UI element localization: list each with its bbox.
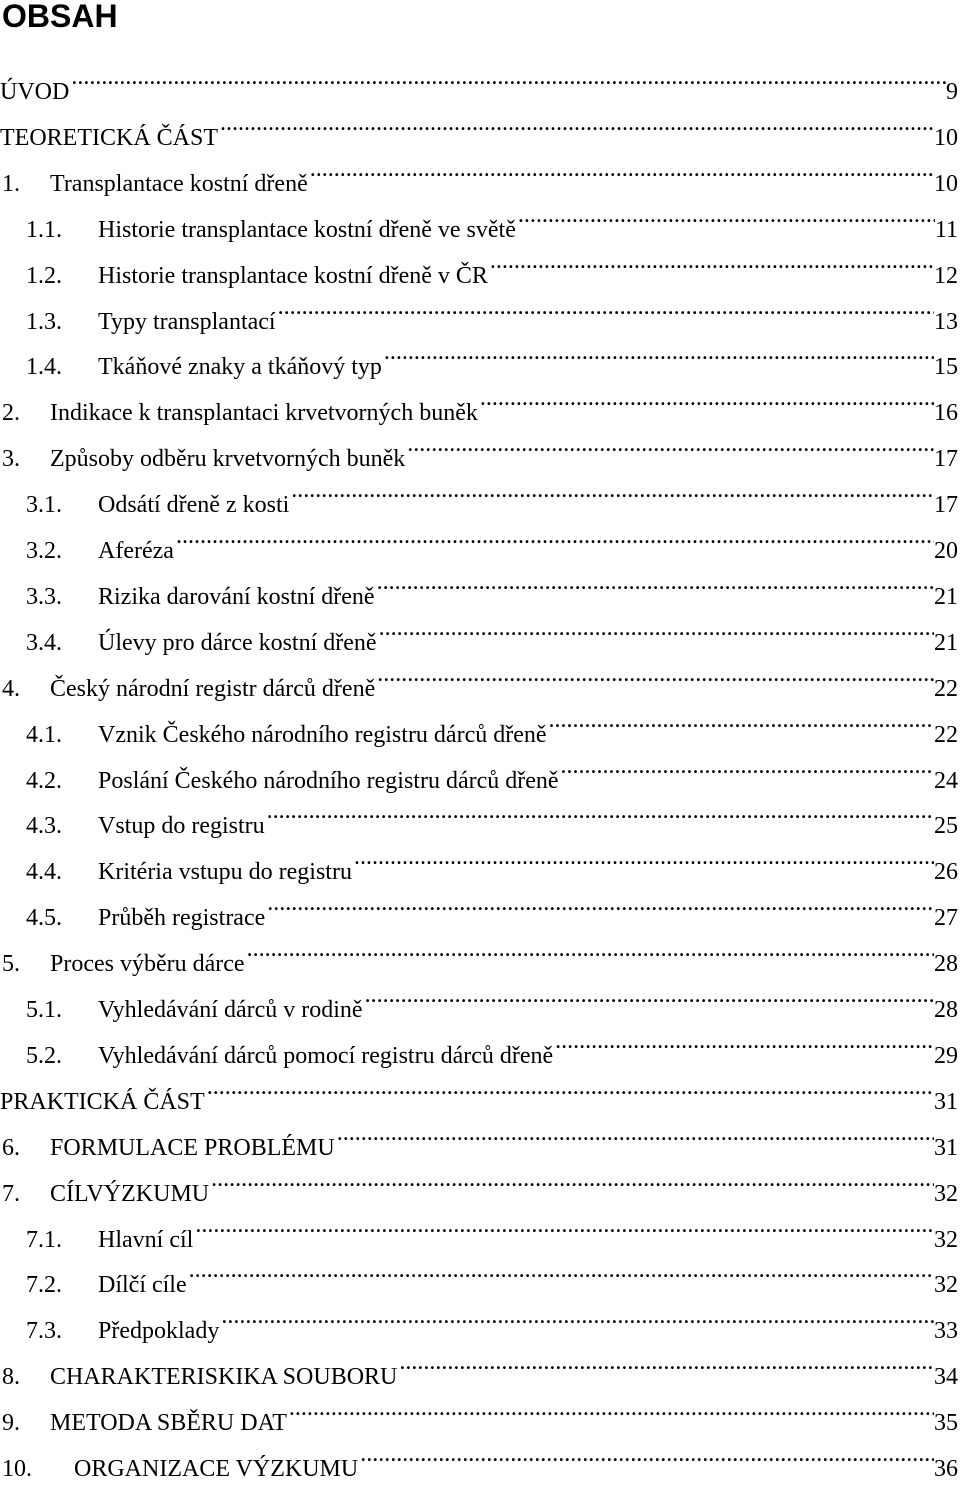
toc-entry-page: 29 xyxy=(934,1042,958,1069)
dot-leader xyxy=(382,330,934,374)
toc-entry-page: 11 xyxy=(934,216,958,243)
toc-entry-number: 4.4. xyxy=(26,859,62,886)
toc-entry-page: 34 xyxy=(934,1364,958,1391)
toc-entry-title: Typy transplantací xyxy=(98,308,276,335)
toc-entry-title: Kritéria vstupu do registru xyxy=(98,859,352,886)
dot-leader xyxy=(69,55,946,99)
toc-entry[interactable] xyxy=(0,1065,960,1115)
toc-entry[interactable] xyxy=(0,239,960,289)
dot-leader xyxy=(478,376,934,420)
toc-entry-title: Dílčí cíle xyxy=(98,1272,187,1299)
toc-entry[interactable] xyxy=(0,1111,960,1161)
toc-entry-number: 5.2. xyxy=(26,1042,62,1069)
toc-entry-number: 1. xyxy=(2,170,20,197)
toc-entry[interactable] xyxy=(0,881,960,932)
toc-entry-title: Úlevy pro dárce kostní dřeně xyxy=(98,629,377,656)
toc-entry[interactable] xyxy=(0,1386,960,1437)
toc-entry[interactable] xyxy=(0,285,960,335)
toc-entry[interactable] xyxy=(0,927,960,978)
dot-leader xyxy=(245,927,934,971)
toc-entry-title: Vstup do registru xyxy=(98,813,265,840)
toc-entry-number: 1.2. xyxy=(26,262,62,289)
dot-leader xyxy=(397,1340,934,1384)
toc-entry[interactable] xyxy=(0,55,960,105)
toc-entry-page: 15 xyxy=(934,354,958,381)
toc-entry-number: 4.5. xyxy=(26,905,62,932)
toc-entry-number: 6. xyxy=(2,1134,20,1161)
toc-entry-number: 4. xyxy=(2,675,20,702)
toc-entry-number: 8. xyxy=(2,1364,20,1391)
dot-leader xyxy=(205,1065,934,1109)
toc-entry-title: Historie transplantace kostní dřeně ve světě xyxy=(98,216,516,243)
dot-leader xyxy=(193,1203,934,1247)
toc-entry-number: 1.1. xyxy=(26,216,62,243)
dot-leader xyxy=(405,422,934,466)
toc-entry[interactable] xyxy=(0,101,960,151)
toc-entry-title: PRAKTICKÁ ČÁST xyxy=(0,1088,205,1115)
toc-entry-page: 22 xyxy=(934,721,958,748)
toc-entry-number: 4.2. xyxy=(26,767,62,794)
toc-entry[interactable] xyxy=(0,1019,960,1069)
dot-leader xyxy=(174,514,934,558)
toc-entry-title: Poslání Českého národního registru dárců dřeně xyxy=(98,767,559,794)
toc-entry-page: 31 xyxy=(934,1088,958,1115)
toc-entry-title: Rizika darování kostní dřeně xyxy=(98,583,375,610)
toc-entry[interactable] xyxy=(0,560,960,610)
toc-entry[interactable] xyxy=(0,744,960,794)
toc-entry-page: 17 xyxy=(934,446,958,473)
toc-entry[interactable] xyxy=(0,330,960,381)
toc-entry-title: Aferéza xyxy=(98,538,174,564)
toc-entry-page: 21 xyxy=(934,629,958,656)
toc-entry-page: 32 xyxy=(934,1180,958,1207)
dot-leader xyxy=(335,1111,934,1155)
toc-entry-title: ÚVOD xyxy=(0,79,70,105)
toc-entry[interactable] xyxy=(0,789,960,840)
toc-entry-number: 4.1. xyxy=(26,721,62,748)
toc-entry-title: Vyhledávání dárců v rodině xyxy=(98,997,363,1023)
toc-entry-page: 22 xyxy=(934,675,958,702)
toc-entry[interactable] xyxy=(0,1203,960,1253)
toc-entry[interactable] xyxy=(0,1432,960,1482)
toc-entry-page: 10 xyxy=(934,124,958,151)
toc-entry[interactable] xyxy=(0,147,960,197)
toc-entry-title: CÍLVÝZKUMU xyxy=(50,1180,210,1207)
toc-entry-page: 32 xyxy=(934,1226,958,1253)
toc-entry-page: 25 xyxy=(934,813,958,840)
toc-entry-title: Odsátí dřeně z kosti xyxy=(98,492,290,519)
dot-leader xyxy=(289,468,934,512)
dot-leader xyxy=(516,193,935,237)
toc-entry-title: ORGANIZACE VÝZKUMU xyxy=(74,1456,359,1482)
toc-entry-number: 3.2. xyxy=(26,538,62,564)
toc-entry[interactable] xyxy=(0,1248,960,1299)
toc-entry-number: 7. xyxy=(2,1180,20,1207)
toc-entry-title: Tkáňové znaky a tkáňový typ xyxy=(98,354,382,381)
toc-entry-number: 1.4. xyxy=(26,354,62,381)
toc-entry-title: Předpoklady xyxy=(98,1318,220,1345)
toc-entry-page: 27 xyxy=(934,905,958,932)
toc-entry-page: 9 xyxy=(946,79,958,105)
dot-leader xyxy=(209,1157,934,1201)
toc-entry-number: 3.3. xyxy=(26,583,62,610)
toc-entry-page: 16 xyxy=(934,400,958,427)
toc-entry-title: Indikace k transplantaci krvetvorných buněk xyxy=(50,400,478,427)
toc-entry[interactable] xyxy=(0,468,960,519)
dot-leader xyxy=(547,698,934,742)
toc-entry-page: 26 xyxy=(934,859,958,886)
toc-entry-number: 2. xyxy=(2,400,20,427)
toc-entry-page: 36 xyxy=(934,1456,958,1482)
toc-entry-title: FORMULACE PROBLÉMU xyxy=(50,1134,335,1161)
dot-leader xyxy=(352,835,934,879)
toc-entry-number: 5. xyxy=(2,951,20,978)
toc-entry-page: 17 xyxy=(934,492,958,519)
dot-leader xyxy=(276,285,934,329)
toc-entry[interactable] xyxy=(0,422,960,473)
toc-entry-number: 7.1. xyxy=(26,1226,62,1253)
toc-entry[interactable] xyxy=(0,514,960,564)
toc-entry-title: Český národní registr dárců dřeně xyxy=(50,675,376,702)
dot-leader xyxy=(363,973,934,1017)
toc-entry-title: METODA SBĚRU DAT xyxy=(50,1410,287,1437)
toc-entry[interactable] xyxy=(0,606,960,656)
toc-entry-title: TEORETICKÁ ČÁST xyxy=(0,124,218,151)
dot-leader xyxy=(375,560,934,604)
dot-leader xyxy=(377,606,934,650)
toc-entry-number: 7.2. xyxy=(26,1272,62,1299)
toc-entry-number: 4.3. xyxy=(26,813,62,840)
toc-entry-title: Historie transplantace kostní dřeně v ČR xyxy=(98,262,488,289)
toc-entry[interactable] xyxy=(0,1340,960,1391)
dot-leader xyxy=(553,1019,934,1063)
dot-leader xyxy=(265,789,934,833)
dot-leader xyxy=(187,1248,934,1292)
toc-entry-title: Vyhledávání dárců pomocí registru dárců dřeně xyxy=(98,1042,554,1069)
toc-entry-page: 10 xyxy=(934,170,958,197)
toc-entry[interactable] xyxy=(0,835,960,886)
toc-entry-title: Hlavní cíl xyxy=(98,1226,194,1253)
page-title: OBSAH xyxy=(2,0,118,34)
toc-entry-number: 1.3. xyxy=(26,308,62,335)
toc-entry-page: 28 xyxy=(934,997,958,1023)
toc-entry-page: 12 xyxy=(934,262,958,289)
toc-entry-page: 35 xyxy=(934,1410,958,1437)
dot-leader xyxy=(488,239,934,283)
toc-entry[interactable] xyxy=(0,652,960,702)
toc-entry-title: CHARAKTERISKIKA SOUBORU xyxy=(50,1364,398,1391)
toc-entry[interactable] xyxy=(0,193,960,243)
dot-leader xyxy=(219,1294,934,1338)
toc-entry[interactable] xyxy=(0,376,960,427)
toc-entry-number: 7.3. xyxy=(26,1318,62,1345)
dot-leader xyxy=(308,147,934,191)
toc-entry-number: 9. xyxy=(2,1410,20,1437)
toc-entry[interactable] xyxy=(0,1294,960,1345)
toc-entry-number: 3.4. xyxy=(26,629,62,656)
dot-leader xyxy=(287,1386,934,1430)
toc-entry-title: Průběh registrace xyxy=(98,905,266,932)
dot-leader xyxy=(358,1432,934,1476)
toc-entry-page: 24 xyxy=(934,767,958,794)
toc-entry-title: Transplantace kostní dřeně xyxy=(50,170,308,197)
toc-entry-page: 31 xyxy=(934,1134,958,1161)
dot-leader xyxy=(218,101,934,145)
toc-entry[interactable] xyxy=(0,698,960,748)
toc-entry-number: 10. xyxy=(2,1456,32,1482)
toc-entry-title: Proces výběru dárce xyxy=(50,951,245,978)
toc-entry-number: 5.1. xyxy=(26,997,62,1023)
toc-entry-page: 32 xyxy=(934,1272,958,1299)
toc-entry-page: 28 xyxy=(934,951,958,978)
toc-entry-page: 33 xyxy=(934,1318,958,1345)
toc-entry-title: Vznik Českého národního registru dárců dřeně xyxy=(98,721,547,748)
dot-leader xyxy=(559,744,934,788)
toc-entry-page: 20 xyxy=(934,538,958,564)
toc-entry-number: 3.1. xyxy=(26,492,62,519)
toc-entry-title: Způsoby odběru krvetvorných buněk xyxy=(50,446,406,473)
toc-entry[interactable] xyxy=(0,973,960,1023)
dot-leader xyxy=(375,652,934,696)
toc-entry-page: 13 xyxy=(934,308,958,335)
toc-entry-page: 21 xyxy=(934,583,958,610)
toc-entry[interactable] xyxy=(0,1157,960,1207)
toc-entry-number: 3. xyxy=(2,446,20,473)
dot-leader xyxy=(265,881,934,925)
